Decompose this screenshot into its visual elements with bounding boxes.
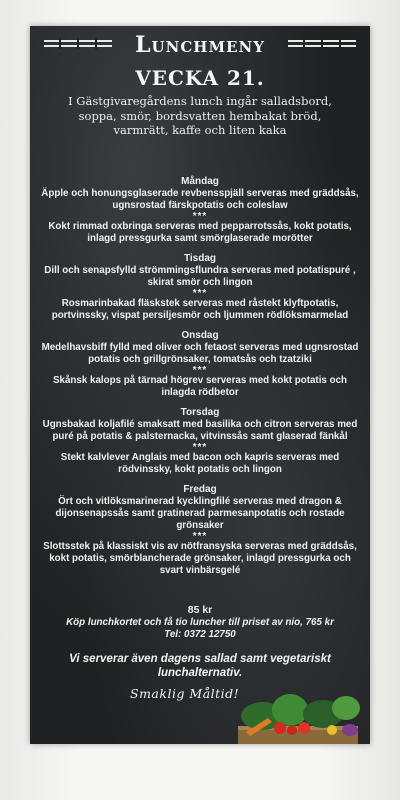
day-name: Torsdag xyxy=(180,407,220,418)
extra-offer: Vi serverar även dagens sallad samt vegetariskt lunchalternativ. xyxy=(69,653,331,679)
dish-2: Slottsstek på klassiskt vis av nötfransyska serveras med gräddsås, kokt potatis, smörblancherade grönsaker, inlagd pressgurka och svart vinbärsgelé xyxy=(43,541,357,576)
dish-2: Rosmarinbakad fläskstek serveras med råstekt klyftpotatis, portvinssky, vispat persiljesmör och ljummen rödlöksmarmelad xyxy=(51,298,349,321)
day-name: Fredag xyxy=(183,484,217,495)
lunch-card-offer: Köp lunchkortet och få tio luncher till priset av nio, 765 kr xyxy=(66,617,334,628)
day-monday xyxy=(38,176,362,245)
dish-1: Medelhavsbiff fylld med oliver och fetaost serveras med ugnsrostad potatis och grillgrönsaker, tomatsås och tzatziki xyxy=(41,342,359,365)
dish-1: Ört och vitlöksmarinerad kycklingfilé serveras med dragon & dijonsenapssås samt gratinerad parmesanpotatis och rostade grönsaker xyxy=(55,496,345,531)
dish-2: Kokt rimmad oxbringa serveras med pepparrotssås, kokt potatis, inlagd pressgurka samt smörglaserade morötter xyxy=(48,221,352,244)
separator: *** xyxy=(192,365,208,376)
day-name: Onsdag xyxy=(181,330,219,341)
weekly-menu xyxy=(38,176,362,577)
phone-number: Tel: 0372 12750 xyxy=(164,629,236,640)
separator: *** xyxy=(192,288,208,299)
dish-1: Dill och senapsfylld strömmingsflundra serveras med potatispuré , skirat smör och lingon xyxy=(44,265,356,288)
signoff: Smaklig Måltid! xyxy=(130,686,240,701)
menu-title: Lunchmeny xyxy=(135,32,265,58)
chalkboard-menu xyxy=(30,26,370,744)
vegetable-basket-illustration xyxy=(228,686,368,744)
dish-1: Ugnsbakad koljafilé smaksatt med basilika och citron serveras med puré på potatis & palsternacka, vitvinssås samt glaserad fänkål xyxy=(42,419,358,442)
separator: *** xyxy=(192,531,208,542)
intro-text: I Gästgivaregårdens lunch ingår salladsbord, soppa, smör, bordsvatten hembakat bröd, varmrätt, kaffe och liten kaka xyxy=(68,94,332,137)
week-label: VECKA 21. xyxy=(135,66,265,90)
dish-1: Äpple och honungsglaserade revbensspjäll serveras med gräddsås, ugnsrostad färskpotatis och coleslaw xyxy=(41,188,359,211)
day-name: Måndag xyxy=(181,176,219,187)
day-friday xyxy=(38,484,362,577)
day-tuesday xyxy=(38,253,362,322)
separator: *** xyxy=(192,442,208,453)
price: 85 kr xyxy=(187,604,213,616)
dish-2: Stekt kalvlever Anglais med bacon och kapris serveras med rödvinssky, kokt potatis och lingon xyxy=(60,452,340,475)
separator: *** xyxy=(192,211,208,222)
dish-2: Skånsk kalops på tärnad högrev serveras med kokt potatis och inlagda rödbetor xyxy=(52,375,348,398)
day-wednesday xyxy=(38,330,362,399)
day-name: Tisdag xyxy=(183,253,217,264)
day-thursday xyxy=(38,407,362,476)
